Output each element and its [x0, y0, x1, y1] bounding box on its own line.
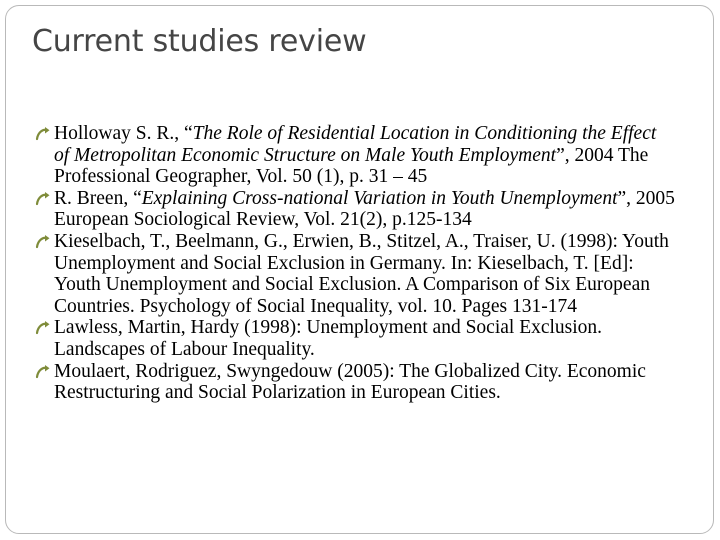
reference-text: Kieselbach, T., Beelmann, G., Erwien, B., Stitzel, A., Traiser, U. (1998): Youth Unemployment and Social Exclusion in Germany. In: Kieselbach, T. [Ed]: Youth Unemployment and Social Exclusion. A Comparison of Six European Countries. Psychology of Social Inequality, vol. 10. Pages 131-174: [54, 230, 669, 317]
reference-text: [54, 188, 675, 231]
reference-text: Moulaert, Rodriguez, Swyngedouw (2005): The Globalized City. Economic Restructuring and Social Polarization in European Cities.: [54, 360, 646, 404]
slide-title: Current studies review: [32, 24, 367, 59]
reference-text: Lawless, Martin, Hardy (1998): Unemployment and Social Exclusion. Landscapes of Labour Inequality.: [54, 317, 603, 360]
reference-item-moulaert: [35, 361, 675, 404]
curved-arrow-bullet-icon: [35, 318, 51, 336]
curved-arrow-bullet-icon: [35, 124, 51, 142]
curved-arrow-bullet-icon: [35, 232, 51, 250]
reference-authors: R. Breen, “: [54, 187, 142, 209]
reference-list: [35, 123, 675, 404]
reference-item-lawless: [35, 317, 675, 360]
reference-title: Explaining Cross-national Variation in Youth Unemployment: [141, 187, 618, 209]
reference-source: ”, 2005 European Sociological Review, Vol. 21(2), p.125-134: [54, 187, 675, 231]
reference-item-breen: [35, 188, 675, 231]
curved-arrow-bullet-icon: [35, 362, 51, 380]
reference-item-kieselbach: [35, 231, 675, 317]
reference-authors: Holloway S. R., “: [54, 123, 193, 144]
reference-title: The Role of Residential Location in Conditioning the Effect of Metropolitan Economic Structure on Male Youth Employment: [54, 123, 657, 166]
reference-source: ”, 2004 The Professional Geographer, Vol. 50 (1), p. 31 – 45: [54, 144, 649, 188]
reference-item-holloway: [35, 123, 675, 188]
reference-text: [54, 123, 675, 188]
curved-arrow-bullet-icon: [35, 189, 51, 207]
slide: [5, 5, 714, 534]
